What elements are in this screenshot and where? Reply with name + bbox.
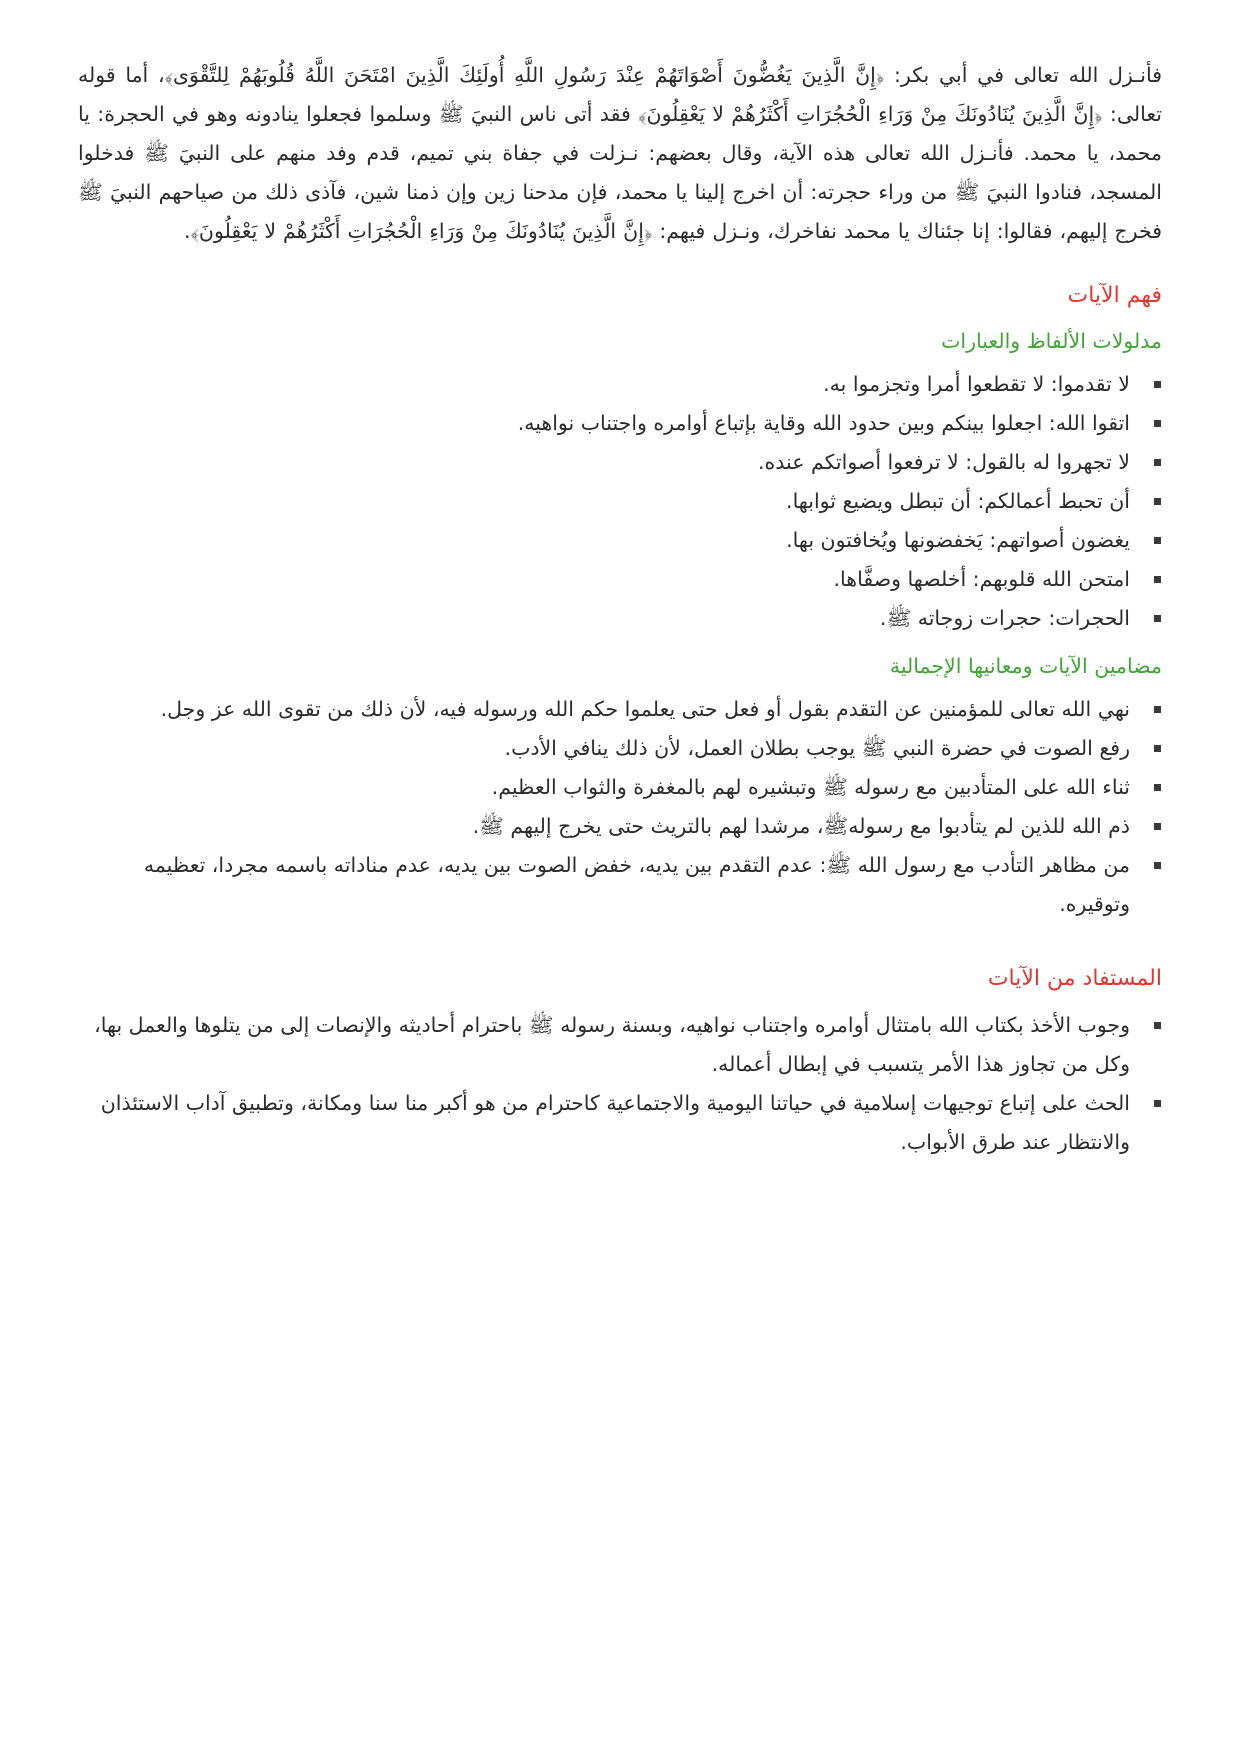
list-item-text: رفع الصوت في حضرة النبي ﷺ يوجب بطلان العمل، لأن ذلك ينافي الأدب. bbox=[504, 736, 1130, 760]
list-item bbox=[78, 768, 1130, 807]
subsection-title-meanings: مضامين الآيات ومعانيها الإجمالية bbox=[889, 654, 1162, 678]
square-bullet-icon bbox=[1154, 459, 1161, 466]
square-bullet-icon bbox=[1154, 576, 1161, 583]
list-item bbox=[78, 365, 1130, 404]
list-item-text: اتقوا الله: اجعلوا بينكم وبين حدود الله وقاية بإتباع أوامره واجتناب نواهيه. bbox=[517, 411, 1130, 435]
list-item-text: امتحن الله قلوبهم: أخلصها وصفَّاها. bbox=[833, 567, 1130, 591]
subsection-title-vocabulary: مدلولات الألفاظ والعبارات bbox=[941, 329, 1162, 353]
list-item-text: ذم الله للذين لم يتأدبوا مع رسولهﷺ، مرشدا لهم بالتريث حتى يخرج إليهم ﷺ. bbox=[472, 814, 1130, 838]
square-bullet-icon bbox=[1154, 537, 1161, 544]
list-item bbox=[78, 1084, 1130, 1162]
list-item bbox=[78, 807, 1130, 846]
square-bullet-icon bbox=[1154, 420, 1161, 427]
list-item-text: ثناء الله على المتأدبين مع رسوله ﷺ وتبشيره لهم بالمغفرة والثواب العظيم. bbox=[491, 775, 1130, 799]
square-bullet-icon bbox=[1154, 498, 1161, 505]
spacer bbox=[78, 638, 1162, 644]
square-bullet-icon bbox=[1154, 381, 1161, 388]
list-item-text: يغضون أصواتهم: يَخفضونها ويُخافتون بها. bbox=[786, 528, 1130, 552]
list-item bbox=[78, 729, 1130, 768]
square-bullet-icon bbox=[1154, 862, 1161, 869]
square-bullet-icon bbox=[1154, 706, 1161, 713]
list-item-text: من مظاهر التأدب مع رسول الله ﷺ: عدم التقدم بين يديه، خفض الصوت بين يديه، عدم مناداته باسمه مجردا، تعظيمه وتوقيره. bbox=[143, 853, 1130, 916]
list-item-text: لا تقدموا: لا تقطعوا أمرا وتجزموا به. bbox=[823, 372, 1130, 396]
square-bullet-icon bbox=[1154, 615, 1161, 622]
square-bullet-icon bbox=[1154, 1100, 1161, 1107]
list-item bbox=[78, 599, 1130, 638]
square-bullet-icon bbox=[1154, 784, 1161, 791]
section-title-benefits: المستفاد من الآيات bbox=[987, 966, 1162, 991]
list-item-text: نهي الله تعالى للمؤمنين عن التقدم بقول أو فعل حتى يعلموا حكم الله ورسوله فيه، لأن ذلك من تقوى الله عز وجل. bbox=[160, 697, 1130, 721]
list-item-text: أن تحبط أعمالكم: أن تبطل ويضيع ثوابها. bbox=[786, 489, 1130, 513]
list-item bbox=[78, 1006, 1130, 1084]
list-item-text: وجوب الأخذ بكتاب الله بامتثال أوامره واجتناب نواهيه، وبسنة رسوله ﷺ باحترام أحاديثه والإنصات إلى من يتلوها والعمل بها، وكل من تجاوز هذا الأمر يتسبب في إبطال أعماله. bbox=[94, 1013, 1130, 1076]
list-item bbox=[78, 443, 1130, 482]
list-item bbox=[78, 560, 1130, 599]
meanings-list bbox=[78, 690, 1162, 924]
list-item-text: الحث على إتباع توجيهات إسلامية في حياتنا اليومية والاجتماعية كاحترام من هو أكبر منا سنا ومكانة، وتطبيق آداب الاستئذان والانتظار عند طرق الأبواب. bbox=[100, 1091, 1130, 1154]
list-item bbox=[78, 846, 1130, 924]
vocabulary-list bbox=[78, 365, 1162, 638]
list-item bbox=[78, 521, 1130, 560]
list-item-text: الحجرات: حجرات زوجاته ﷺ. bbox=[879, 606, 1130, 630]
list-item bbox=[78, 482, 1130, 521]
benefits-list bbox=[78, 1006, 1162, 1162]
list-item bbox=[78, 404, 1130, 443]
square-bullet-icon bbox=[1154, 745, 1161, 752]
intro-paragraph: فأنـزل الله تعالى في أبي بكر: ﴿إِنَّ الَّذِينَ يَغُضُّونَ أَصْوَاتَهُمْ عِنْدَ رَسُولِ اللَّهِ أُولَئِكَ الَّذِينَ امْتَحَنَ اللَّهُ قُلُوبَهُمْ لِلتَّقْوَى﴾، أما قوله تعالى: ﴿إِنَّ الَّذِينَ يُنَادُونَكَ مِنْ وَرَاءِ الْحُجُرَاتِ أَكْثَرُهُمْ لا يَعْقِلُونَ﴾ فقد أتى ناس النبيَ ﷺ وسلموا فجعلوا ينادونه وهو في الحجرة: يا محمد، يا محمد. فأنـزل الله تعالى هذه الآية، وقال بعضهم: نـزلت في جفاة بني تميم، قدم وفد منهم على النبيَ ﷺ فدخلوا المسجد، فنادوا النبيَ ﷺ من وراء حجرته: أن اخرج إلينا يا محمد، فإن مدحنا زين وإن ذمنا شين، فآذى ذلك من صياحهم النبيَ ﷺ فخرج إليهم، فقالوا: إنا جئناك يا محمد نفاخرك، ونـزل فيهم: ﴿إِنَّ الَّذِينَ يُنَادُونَكَ مِنْ وَرَاءِ الْحُجُرَاتِ أَكْثَرُهُمْ لا يَعْقِلُونَ﴾. bbox=[78, 63, 1162, 243]
section-title-understanding: فهم الآيات bbox=[1067, 283, 1162, 308]
spacer bbox=[78, 924, 1162, 934]
list-item bbox=[78, 690, 1130, 729]
square-bullet-icon bbox=[1154, 823, 1161, 830]
list-item-text: لا تجهروا له بالقول: لا ترفعوا أصواتكم عنده. bbox=[758, 450, 1130, 474]
square-bullet-icon bbox=[1154, 1022, 1161, 1029]
